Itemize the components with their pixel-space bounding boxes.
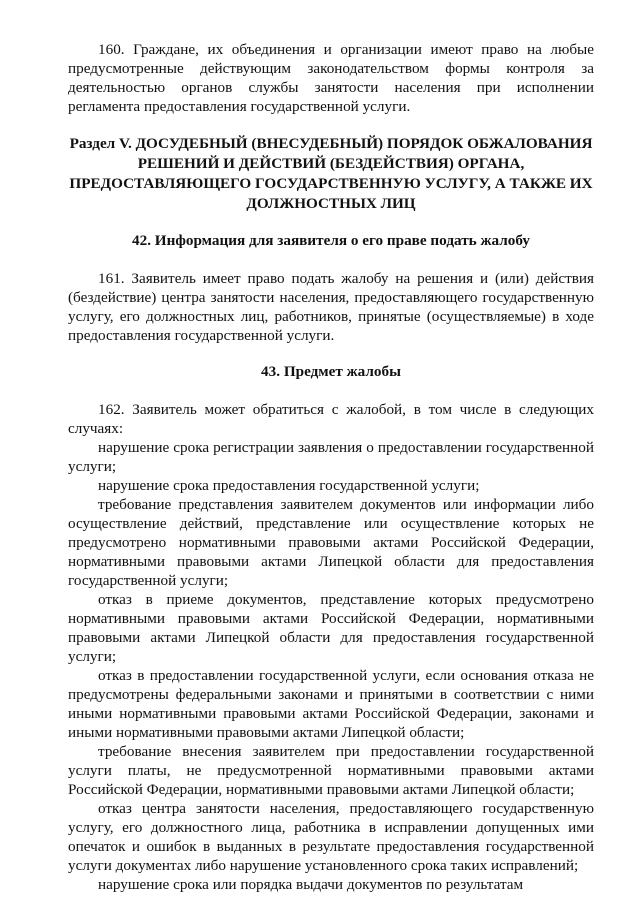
- case-item: нарушение срока регистрации заявления о предоставлении государственной услуги;: [68, 439, 594, 475]
- case-item: требование внесения заявителем при предоставлении государственной услуги платы, не предусмотренной нормативными правовыми актами Российской Федерации, нормативными правовыми актами Липецкой области;: [68, 743, 594, 798]
- paragraph-160: 160. Граждане, их объединения и организации имеют право на любые предусмотренные действующим законодательством формы контроля за деятельностью органов службы занятости населения при исполнении регламента предоставления государственной услуги.: [68, 41, 594, 115]
- section-title: Раздел V. ДОСУДЕБНЫЙ (ВНЕСУДЕБНЫЙ) ПОРЯДОК ОБЖАЛОВАНИЯ РЕШЕНИЙ И ДЕЙСТВИЙ (БЕЗДЕЙСТВИЯ) ОРГАНА, ПРЕДОСТАВЛЯЮЩЕГО ГОСУДАРСТВЕННУЮ УСЛУГУ, А ТАКЖЕ ИХ ДОЛЖНОСТНЫХ ЛИЦ: [69, 135, 593, 212]
- case-item: нарушение срока или порядка выдачи документов по результатам: [98, 876, 524, 893]
- heading-42: 42. Информация для заявителя о его праве подать жалобу: [132, 232, 530, 249]
- case-item: отказ в приеме документов, представление которых предусмотрено нормативными правовыми актами Российской Федерации, нормативными правовыми актами Липецкой области для предоставления государственной услуги;: [68, 591, 594, 665]
- document-page: [68, 40, 594, 894]
- heading-43: 43. Предмет жалобы: [261, 363, 401, 380]
- case-item: нарушение срока предоставления государственной услуги;: [98, 477, 480, 494]
- case-item: отказ центра занятости населения, предоставляющего государственную услугу, его должностного лица, работника в исправлении допущенных ими опечаток и ошибок в выданных в результате предоставления государственной услуги документах либо нарушение установленного срока таких исправлений;: [68, 800, 594, 874]
- paragraph-162: 162. Заявитель может обратиться с жалобой, в том числе в следующих случаях:: [68, 401, 594, 437]
- paragraph-161: 161. Заявитель имеет право подать жалобу на решения и (или) действия (бездействие) центра занятости населения, предоставляющего государственную услугу, его должностных лиц, работников, принятые (осуществляемые) в ходе предоставления государственной услуги.: [68, 270, 594, 344]
- cases-list: [68, 438, 594, 894]
- case-item: требование представления заявителем документов или информации либо осуществление действий, представление или осуществление которых не предусмотрено нормативными правовыми актами Российской Федерации, нормативными правовыми актами Липецкой области для предоставления государственной услуги;: [68, 496, 594, 589]
- case-item: отказ в предоставлении государственной услуги, если основания отказа не предусмотрены федеральными законами и принятыми в соответствии с ними иными нормативными правовыми актами Российской Федерации, законами и иными нормативными правовыми актами Липецкой области;: [68, 667, 594, 741]
